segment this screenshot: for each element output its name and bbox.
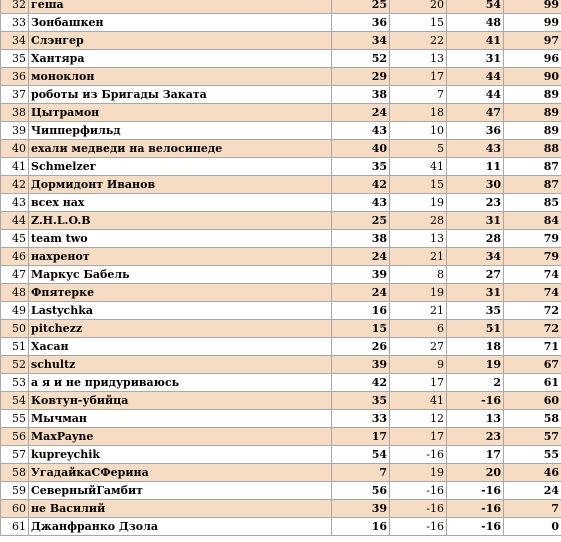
rank-cell: 34 xyxy=(1,32,29,50)
total-score-cell: 87 xyxy=(504,158,561,176)
round-2-score-cell: 12 xyxy=(390,410,447,428)
round-2-score-cell: 41 xyxy=(390,158,447,176)
rank-cell: 55 xyxy=(1,410,29,428)
round-3-score-cell: 23 xyxy=(447,194,504,212)
table-row xyxy=(1,14,561,32)
round-3-score-cell: 19 xyxy=(447,356,504,374)
rank-cell: 39 xyxy=(1,122,29,140)
total-score-cell: 79 xyxy=(504,248,561,266)
round-1-score-cell: 40 xyxy=(332,140,390,158)
round-2-score-cell: 27 xyxy=(390,338,447,356)
round-2-score-cell: 7 xyxy=(390,86,447,104)
round-2-score-cell: 28 xyxy=(390,212,447,230)
round-3-score-cell: 17 xyxy=(447,446,504,464)
table-row xyxy=(1,104,561,122)
round-1-score-cell: 29 xyxy=(332,68,390,86)
round-2-score-cell: 8 xyxy=(390,266,447,284)
round-3-score-cell: -16 xyxy=(447,392,504,410)
total-score-cell: 99 xyxy=(504,14,561,32)
table-row xyxy=(1,248,561,266)
round-1-score-cell: 24 xyxy=(332,248,390,266)
team-name-cell: schultz xyxy=(29,356,332,374)
round-2-score-cell: 13 xyxy=(390,230,447,248)
round-2-score-cell: 17 xyxy=(390,374,447,392)
round-2-score-cell: 22 xyxy=(390,32,447,50)
round-1-score-cell: 38 xyxy=(332,230,390,248)
round-3-score-cell: 28 xyxy=(447,230,504,248)
rank-cell: 53 xyxy=(1,374,29,392)
team-name-cell: team two xyxy=(29,230,332,248)
total-score-cell: 97 xyxy=(504,32,561,50)
table-row xyxy=(1,464,561,482)
round-3-score-cell: 54 xyxy=(447,0,504,14)
total-score-cell: 67 xyxy=(504,356,561,374)
rank-cell: 50 xyxy=(1,320,29,338)
table-row xyxy=(1,122,561,140)
total-score-cell: 89 xyxy=(504,86,561,104)
round-2-score-cell: 9 xyxy=(390,356,447,374)
team-name-cell: Мычман xyxy=(29,410,332,428)
total-score-cell: 74 xyxy=(504,266,561,284)
total-score-cell: 46 xyxy=(504,464,561,482)
round-2-score-cell: 10 xyxy=(390,122,447,140)
round-1-score-cell: 17 xyxy=(332,428,390,446)
rank-cell: 40 xyxy=(1,140,29,158)
rank-cell: 44 xyxy=(1,212,29,230)
round-2-score-cell: 5 xyxy=(390,140,447,158)
round-2-score-cell: -16 xyxy=(390,500,447,518)
team-name-cell: нахренот xyxy=(29,248,332,266)
total-score-cell: 55 xyxy=(504,446,561,464)
rank-cell: 43 xyxy=(1,194,29,212)
team-name-cell: Schmelzer xyxy=(29,158,332,176)
round-2-score-cell: 21 xyxy=(390,248,447,266)
rank-cell: 41 xyxy=(1,158,29,176)
total-score-cell: 71 xyxy=(504,338,561,356)
round-3-score-cell: 18 xyxy=(447,338,504,356)
round-2-score-cell: 6 xyxy=(390,320,447,338)
rank-cell: 37 xyxy=(1,86,29,104)
round-3-score-cell: 31 xyxy=(447,50,504,68)
team-name-cell: Джанфранко Дзола xyxy=(29,518,332,536)
rank-cell: 47 xyxy=(1,266,29,284)
round-3-score-cell: 20 xyxy=(447,464,504,482)
round-1-score-cell: 39 xyxy=(332,266,390,284)
table-row xyxy=(1,266,561,284)
team-name-cell: kupreychik xyxy=(29,446,332,464)
round-3-score-cell: 41 xyxy=(447,32,504,50)
table-row xyxy=(1,0,561,14)
rank-cell: 59 xyxy=(1,482,29,500)
table-row xyxy=(1,410,561,428)
table-row xyxy=(1,500,561,518)
rank-cell: 60 xyxy=(1,500,29,518)
round-1-score-cell: 25 xyxy=(332,212,390,230)
round-2-score-cell: 41 xyxy=(390,392,447,410)
table-row xyxy=(1,176,561,194)
team-name-cell: Цытрамон xyxy=(29,104,332,122)
team-name-cell: Чипперфильд xyxy=(29,122,332,140)
table-row xyxy=(1,482,561,500)
round-3-score-cell: 51 xyxy=(447,320,504,338)
round-1-score-cell: 43 xyxy=(332,122,390,140)
table-row xyxy=(1,392,561,410)
round-3-score-cell: -16 xyxy=(447,518,504,536)
total-score-cell: 58 xyxy=(504,410,561,428)
round-1-score-cell: 15 xyxy=(332,320,390,338)
round-3-score-cell: 13 xyxy=(447,410,504,428)
rank-cell: 52 xyxy=(1,356,29,374)
round-3-score-cell: -16 xyxy=(447,482,504,500)
team-name-cell: роботы из Бригады Заката xyxy=(29,86,332,104)
round-2-score-cell: 18 xyxy=(390,104,447,122)
round-3-score-cell: 31 xyxy=(447,284,504,302)
round-1-score-cell: 42 xyxy=(332,176,390,194)
round-3-score-cell: 31 xyxy=(447,212,504,230)
total-score-cell: 61 xyxy=(504,374,561,392)
total-score-cell: 99 xyxy=(504,0,561,14)
rank-cell: 48 xyxy=(1,284,29,302)
rank-cell: 33 xyxy=(1,14,29,32)
round-3-score-cell: 36 xyxy=(447,122,504,140)
round-3-score-cell: 27 xyxy=(447,266,504,284)
round-2-score-cell: -16 xyxy=(390,518,447,536)
total-score-cell: 74 xyxy=(504,284,561,302)
round-2-score-cell: 19 xyxy=(390,194,447,212)
team-name-cell: Хасан xyxy=(29,338,332,356)
round-1-score-cell: 24 xyxy=(332,284,390,302)
rank-cell: 32 xyxy=(1,0,29,14)
table-row xyxy=(1,356,561,374)
team-name-cell: геша xyxy=(29,0,332,14)
round-1-score-cell: 24 xyxy=(332,104,390,122)
total-score-cell: 96 xyxy=(504,50,561,68)
team-name-cell: MaxPayne xyxy=(29,428,332,446)
round-2-score-cell: 17 xyxy=(390,68,447,86)
rank-cell: 49 xyxy=(1,302,29,320)
total-score-cell: 24 xyxy=(504,482,561,500)
rank-cell: 57 xyxy=(1,446,29,464)
round-1-score-cell: 34 xyxy=(332,32,390,50)
round-1-score-cell: 39 xyxy=(332,500,390,518)
rank-cell: 56 xyxy=(1,428,29,446)
team-name-cell: Дормидонт Иванов xyxy=(29,176,332,194)
table-row xyxy=(1,284,561,302)
table-row xyxy=(1,338,561,356)
team-name-cell: УгадайкаСФерина xyxy=(29,464,332,482)
table-row xyxy=(1,518,561,536)
team-name-cell: Lastychka xyxy=(29,302,332,320)
round-2-score-cell: -16 xyxy=(390,482,447,500)
team-name-cell: pitchezz xyxy=(29,320,332,338)
rank-cell: 46 xyxy=(1,248,29,266)
total-score-cell: 89 xyxy=(504,122,561,140)
rank-cell: 61 xyxy=(1,518,29,536)
round-1-score-cell: 16 xyxy=(332,302,390,320)
rank-cell: 45 xyxy=(1,230,29,248)
round-3-score-cell: 48 xyxy=(447,14,504,32)
round-3-score-cell: 11 xyxy=(447,158,504,176)
total-score-cell: 89 xyxy=(504,104,561,122)
team-name-cell: моноклон xyxy=(29,68,332,86)
results-table-body xyxy=(1,0,561,536)
rank-cell: 54 xyxy=(1,392,29,410)
round-1-score-cell: 25 xyxy=(332,0,390,14)
total-score-cell: 57 xyxy=(504,428,561,446)
table-row xyxy=(1,194,561,212)
table-row xyxy=(1,32,561,50)
total-score-cell: 84 xyxy=(504,212,561,230)
round-3-score-cell: -16 xyxy=(447,500,504,518)
table-row xyxy=(1,446,561,464)
round-1-score-cell: 54 xyxy=(332,446,390,464)
table-row xyxy=(1,50,561,68)
round-3-score-cell: 44 xyxy=(447,86,504,104)
rank-cell: 35 xyxy=(1,50,29,68)
rank-cell: 42 xyxy=(1,176,29,194)
team-name-cell: Хантяра xyxy=(29,50,332,68)
round-1-score-cell: 35 xyxy=(332,392,390,410)
round-3-score-cell: 2 xyxy=(447,374,504,392)
table-row xyxy=(1,230,561,248)
round-1-score-cell: 36 xyxy=(332,14,390,32)
team-name-cell: Ковтун-убийца xyxy=(29,392,332,410)
total-score-cell: 85 xyxy=(504,194,561,212)
table-row xyxy=(1,68,561,86)
round-1-score-cell: 7 xyxy=(332,464,390,482)
team-name-cell: Фпятерке xyxy=(29,284,332,302)
total-score-cell: 90 xyxy=(504,68,561,86)
round-2-score-cell: 15 xyxy=(390,14,447,32)
rank-cell: 58 xyxy=(1,464,29,482)
round-3-score-cell: 43 xyxy=(447,140,504,158)
table-row xyxy=(1,320,561,338)
total-score-cell: 7 xyxy=(504,500,561,518)
round-2-score-cell: 13 xyxy=(390,50,447,68)
round-2-score-cell: 15 xyxy=(390,176,447,194)
round-2-score-cell: 19 xyxy=(390,284,447,302)
round-2-score-cell: 19 xyxy=(390,464,447,482)
round-3-score-cell: 44 xyxy=(447,68,504,86)
round-1-score-cell: 38 xyxy=(332,86,390,104)
rank-cell: 36 xyxy=(1,68,29,86)
total-score-cell: 79 xyxy=(504,230,561,248)
total-score-cell: 0 xyxy=(504,518,561,536)
team-name-cell: Маркус Бабель xyxy=(29,266,332,284)
round-1-score-cell: 26 xyxy=(332,338,390,356)
round-1-score-cell: 56 xyxy=(332,482,390,500)
total-score-cell: 72 xyxy=(504,302,561,320)
round-1-score-cell: 52 xyxy=(332,50,390,68)
table-row xyxy=(1,212,561,230)
rank-cell: 38 xyxy=(1,104,29,122)
round-2-score-cell: 17 xyxy=(390,428,447,446)
team-name-cell: всех нах xyxy=(29,194,332,212)
table-row xyxy=(1,158,561,176)
table-row xyxy=(1,374,561,392)
table-row xyxy=(1,428,561,446)
team-name-cell: ехали медведи на велосипеде xyxy=(29,140,332,158)
round-2-score-cell: 20 xyxy=(390,0,447,14)
table-row xyxy=(1,86,561,104)
round-3-score-cell: 30 xyxy=(447,176,504,194)
team-name-cell: не Василий xyxy=(29,500,332,518)
round-1-score-cell: 39 xyxy=(332,356,390,374)
table-row xyxy=(1,140,561,158)
round-1-score-cell: 42 xyxy=(332,374,390,392)
team-name-cell: Зонбашкен xyxy=(29,14,332,32)
round-1-score-cell: 43 xyxy=(332,194,390,212)
team-name-cell: СеверныйГамбит xyxy=(29,482,332,500)
round-2-score-cell: 21 xyxy=(390,302,447,320)
round-1-score-cell: 35 xyxy=(332,158,390,176)
round-3-score-cell: 23 xyxy=(447,428,504,446)
round-1-score-cell: 16 xyxy=(332,518,390,536)
round-1-score-cell: 33 xyxy=(332,410,390,428)
round-2-score-cell: -16 xyxy=(390,446,447,464)
table-row xyxy=(1,302,561,320)
total-score-cell: 60 xyxy=(504,392,561,410)
team-name-cell: а я и не придуриваюсь xyxy=(29,374,332,392)
total-score-cell: 87 xyxy=(504,176,561,194)
team-name-cell: Z.H.L.O.B xyxy=(29,212,332,230)
round-3-score-cell: 35 xyxy=(447,302,504,320)
total-score-cell: 72 xyxy=(504,320,561,338)
total-score-cell: 88 xyxy=(504,140,561,158)
round-3-score-cell: 34 xyxy=(447,248,504,266)
round-3-score-cell: 47 xyxy=(447,104,504,122)
team-name-cell: Слэнгер xyxy=(29,32,332,50)
rank-cell: 51 xyxy=(1,338,29,356)
